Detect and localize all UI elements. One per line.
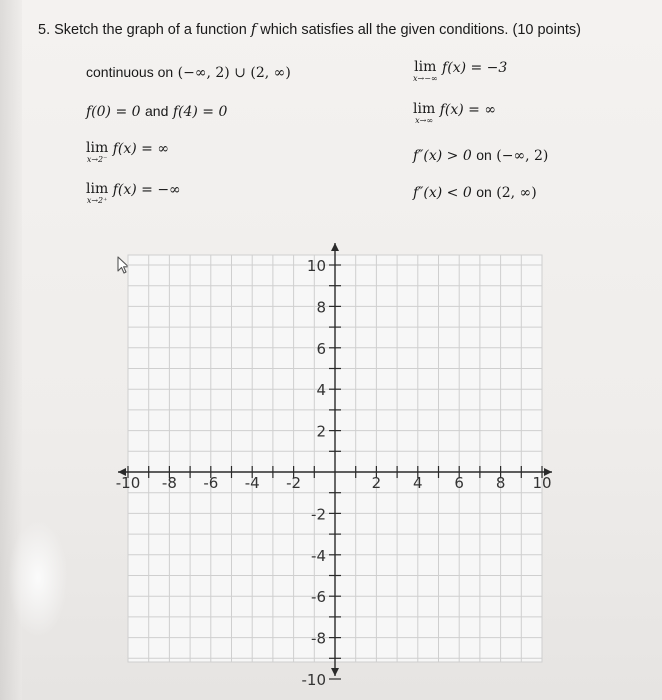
- y-tick-label: 6: [316, 339, 326, 358]
- lim-word: lim: [413, 101, 436, 117]
- on-word: on: [476, 184, 492, 200]
- zero-at-4: f(4) = 0: [172, 104, 228, 120]
- second-derivative-expr: f″(x) > 0: [413, 148, 472, 164]
- question-text-after: which satisfies all the given conditions. (10 points): [260, 22, 581, 38]
- y-axis-arrow-up: [331, 243, 339, 251]
- lim-subscript: x→2⁺: [86, 196, 108, 205]
- question-function-symbol: f: [250, 22, 257, 38]
- x-tick-label: 8: [495, 474, 506, 492]
- y-tick-label: 10: [306, 257, 326, 275]
- lim-word: lim: [86, 181, 109, 197]
- x-tick-label: -2: [286, 474, 302, 492]
- zeros-joiner: and: [145, 103, 169, 119]
- y-tick-label: -10: [301, 671, 326, 689]
- lim-expression: f(x) = ∞: [112, 141, 169, 157]
- x-tick-label: -4: [244, 474, 260, 492]
- x-tick-label: -8: [161, 474, 177, 492]
- continuity-prefix: continuous on: [86, 64, 174, 80]
- x-tick-label: -10: [115, 474, 141, 492]
- y-tick-label: 8: [316, 298, 326, 317]
- lim-word: lim: [414, 59, 437, 75]
- y-tick-label: 4: [316, 381, 326, 400]
- on-word: on: [476, 147, 492, 163]
- lim-expression: f(x) = −∞: [112, 182, 181, 198]
- x-tick-label: 10: [532, 474, 552, 492]
- y-tick-label: -2: [311, 505, 326, 524]
- question-text-before: Sketch the graph of a function: [54, 22, 247, 38]
- x-tick-label: 6: [454, 474, 464, 492]
- x-tick-label: -6: [203, 474, 219, 492]
- question-number: 5.: [38, 22, 51, 38]
- second-derivative-expr: f″(x) < 0: [413, 185, 472, 201]
- concavity-interval: (−∞, 2): [496, 148, 549, 164]
- continuity-interval: (−∞, 2) ∪ (2, ∞): [177, 65, 291, 81]
- y-tick-label: -6: [311, 588, 326, 607]
- zero-at-0: f(0) = 0: [86, 104, 141, 120]
- lim-subscript: x→2⁻: [86, 155, 108, 164]
- lim-subscript: x→∞: [415, 116, 434, 125]
- x-tick-label: 2: [371, 474, 382, 492]
- lim-expression: f(x) = ∞: [439, 102, 496, 118]
- y-tick-label: 2: [316, 422, 326, 441]
- x-tick-label: 4: [413, 474, 423, 492]
- y-tick-label: -4: [311, 546, 326, 565]
- y-tick-label: -8: [311, 629, 326, 648]
- lim-word: lim: [86, 140, 109, 156]
- lim-subscript: x→−∞: [413, 74, 438, 83]
- lim-expression: f(x) = −3: [442, 60, 508, 76]
- y-axis-arrow-down: [331, 668, 339, 676]
- concavity-interval: (2, ∞): [496, 185, 537, 201]
